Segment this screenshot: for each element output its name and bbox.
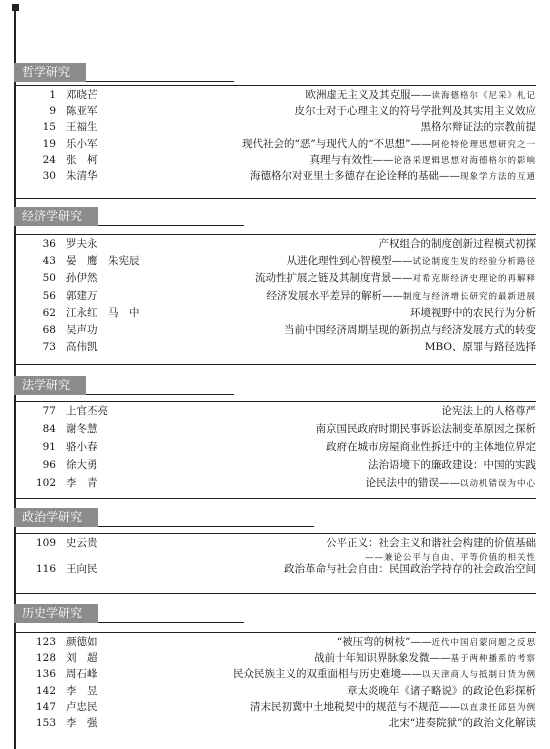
author-name: 罗夫永 — [66, 238, 98, 250]
author-name: 邓晓芒 — [66, 89, 98, 101]
article-title[interactable] — [284, 323, 536, 338]
article-title[interactable] — [442, 404, 537, 419]
list-top-rule — [14, 632, 536, 633]
section-heading-rule — [98, 526, 314, 527]
article-title-main: 北宋“进奏院狱”的政治文化解读 — [388, 717, 536, 729]
article-title[interactable] — [337, 635, 536, 651]
section-heading: 经济学研究 — [14, 207, 98, 226]
toc-entry[interactable] — [14, 562, 536, 577]
toc-entry[interactable] — [14, 323, 536, 338]
article-subtitle: 阿伦特伦理思想研究之一 — [431, 139, 536, 150]
article-title-main: 清末民初冀中土地税契中的规范与不规范—— — [249, 700, 460, 713]
toc-entry[interactable] — [14, 306, 536, 321]
article-title[interactable] — [286, 254, 536, 270]
page-number: 1 — [49, 89, 56, 101]
author-name: 高伟凯 — [66, 341, 98, 354]
list-top-rule — [14, 234, 536, 235]
article-title-main: 法治语境下的廉政建设：中国的实践 — [368, 459, 536, 471]
article-title-main: 论宪法上的人格尊严 — [441, 405, 536, 417]
section-heading-rule — [86, 394, 234, 395]
article-title[interactable] — [326, 536, 536, 551]
article-subtitle: 试论制度生发的经验分析路径 — [412, 257, 536, 268]
article-title[interactable] — [425, 340, 536, 355]
article-title[interactable] — [365, 476, 536, 492]
article-subtitle: 以动机错误为中心 — [459, 479, 536, 489]
toc-entry[interactable] — [14, 340, 536, 355]
article-title-main: MBO、原罪与路径选择 — [424, 341, 536, 354]
article-title-main: 当前中国经济周期呈现的新拐点与经济发展方式的转变 — [284, 324, 536, 336]
article-title-main: 海德格尔对亚里士多德存在论诠释的基础—— — [249, 170, 460, 182]
article-title[interactable] — [284, 562, 536, 577]
author-name: 张 柯 — [66, 153, 98, 166]
article-title[interactable] — [250, 700, 536, 716]
page-number: 15 — [42, 121, 56, 134]
toc-entry[interactable] — [14, 422, 536, 437]
page-number: 19 — [42, 137, 56, 150]
article-subtitle: 对希克斯经济史理论的再解释 — [412, 274, 536, 285]
page-number: 142 — [35, 684, 56, 697]
article-title-main: 民众民族主义的双重面相与历史难境—— — [232, 668, 422, 681]
list-top-rule — [14, 85, 536, 86]
author-name: 朱清华 — [66, 170, 98, 182]
author-name: 上官丕亮 — [66, 405, 108, 417]
article-title[interactable] — [368, 458, 536, 473]
toc-entry[interactable] — [14, 667, 536, 682]
article-subtitle: 近代中国启蒙问题之反思 — [431, 638, 536, 648]
article-title[interactable] — [326, 440, 536, 455]
toc-entry[interactable] — [14, 137, 536, 152]
page-number: 136 — [35, 668, 56, 681]
page-number: 123 — [35, 636, 56, 648]
author-name: 李 强 — [66, 717, 98, 729]
article-title[interactable] — [410, 306, 536, 321]
page-number: 147 — [35, 700, 56, 713]
article-title-main: 经济发展水平差异的解析—— — [266, 289, 403, 302]
toc-entry[interactable] — [14, 88, 536, 103]
toc-entry[interactable] — [14, 684, 536, 699]
author-name: 江永红 马 中 — [66, 306, 140, 319]
author-name: 王向民 — [66, 563, 98, 575]
article-subtitle: 读海德格尔《尼采》札记 — [431, 91, 536, 101]
toc-entry[interactable] — [14, 635, 536, 650]
author-name: 吴声功 — [66, 324, 98, 336]
author-name: 郭建万 — [66, 289, 98, 302]
page-number: 36 — [42, 238, 56, 250]
page-number: 68 — [42, 324, 56, 336]
article-title-main: 政治革命与社会自由：民国政治学持存的社会政治空间 — [284, 563, 536, 575]
article-title-main: 环境视野中的农民行为分析 — [410, 306, 536, 319]
article-title-main: 黑格尔辩证法的宗教前提 — [420, 121, 536, 134]
page-number: 128 — [35, 652, 56, 665]
article-subtitle: 论洛采逻辑思想对海德格尔的影响 — [393, 155, 536, 166]
page-number: 9 — [49, 105, 56, 118]
section-heading: 哲学研究 — [14, 63, 86, 82]
article-title[interactable] — [316, 422, 537, 437]
toc-entry[interactable] — [14, 404, 536, 419]
toc-entry[interactable] — [14, 700, 536, 715]
section-heading: 政治学研究 — [14, 508, 98, 527]
page-number: 62 — [42, 306, 56, 319]
page-number: 24 — [42, 153, 56, 166]
page-number: 102 — [35, 477, 56, 489]
toc-entry[interactable] — [14, 104, 536, 119]
author-name: 李 青 — [66, 477, 98, 489]
author-name: 刘 超 — [66, 652, 98, 665]
author-name: 乐小军 — [66, 137, 98, 150]
page-number: 96 — [42, 459, 56, 471]
page-number: 73 — [42, 341, 56, 354]
toc-entry[interactable] — [14, 169, 536, 184]
article-title-main: 公平正义：社会主义和谐社会构建的价值基础 — [326, 537, 536, 549]
author-name: 王福生 — [66, 121, 98, 134]
toc-entry[interactable] — [14, 271, 536, 286]
article-title[interactable] — [250, 169, 536, 185]
article-title-main: 南京国民政府时期民事诉讼法制变革原因之探析 — [315, 423, 536, 435]
toc-entry[interactable] — [14, 237, 536, 252]
article-title-main: 战前十年知识界脉象发微—— — [313, 652, 451, 665]
list-bottom-rule — [14, 593, 536, 594]
article-title[interactable] — [309, 153, 536, 169]
article-subtitle: 以直隶任邱县为例 — [459, 702, 536, 713]
author-name: 卢忠民 — [66, 700, 98, 713]
article-title[interactable] — [379, 237, 537, 252]
author-name: 颜德如 — [66, 636, 98, 648]
list-bottom-rule — [14, 198, 536, 199]
section-heading-rule — [98, 225, 244, 226]
article-title-main: 从进化理性到心智模型—— — [286, 255, 413, 268]
author-name: 谢冬慧 — [66, 423, 98, 435]
author-name: 徐大勇 — [66, 459, 98, 471]
page-number: 109 — [35, 537, 56, 549]
article-title-main: 真理与有效性—— — [309, 153, 394, 166]
article-title-main: 政府在城市房屋商业性拆迁中的主体地位界定 — [326, 441, 536, 453]
author-name: 晏 鹰 朱宪辰 — [66, 255, 140, 268]
list-top-rule — [14, 401, 536, 402]
toc-entry[interactable] — [14, 289, 536, 304]
list-bottom-rule — [14, 364, 536, 365]
section-heading: 法学研究 — [14, 376, 86, 395]
page-number: 116 — [35, 563, 56, 575]
toc-entry[interactable] — [14, 440, 536, 455]
article-title-main: 欧洲虚无主义及其克服—— — [305, 89, 432, 101]
article-subtitle: 现象学方法的互通 — [459, 172, 536, 182]
author-name: 孙伊然 — [66, 272, 98, 285]
article-title-main: 论民法中的错误—— — [365, 477, 460, 489]
toc-entry[interactable] — [14, 476, 536, 491]
article-title[interactable] — [421, 120, 537, 135]
page-number: 50 — [42, 272, 56, 285]
author-name: 骆小春 — [66, 441, 98, 453]
page-number: 77 — [42, 405, 56, 417]
article-title-main: 皮尔士对于心理主义的符号学批判及其实用主义效应 — [294, 105, 536, 118]
author-name: 陈亚军 — [66, 105, 98, 118]
page-number: 84 — [42, 423, 56, 435]
author-name: 史云贵 — [66, 537, 98, 549]
page-number: 30 — [42, 170, 56, 182]
page-number: 56 — [42, 289, 56, 302]
article-title-main: 流动性扩展之链及其制度背景—— — [254, 272, 413, 285]
article-title[interactable] — [295, 104, 537, 119]
toc-entry[interactable] — [14, 536, 536, 551]
article-title-main: 现代社会的“恶”与现代人的“不思想”—— — [242, 137, 432, 150]
article-subtitle: 以天津商人与抵制日货为例 — [421, 670, 536, 681]
toc-entry[interactable] — [14, 153, 536, 168]
toc-entry[interactable] — [14, 716, 536, 731]
article-subtitle: 基于两种播系的考察 — [450, 654, 536, 665]
article-title[interactable] — [347, 684, 536, 699]
article-title[interactable] — [233, 667, 536, 683]
article-title[interactable] — [255, 271, 536, 287]
page-number: 43 — [42, 255, 56, 268]
author-name: 李 昱 — [66, 684, 98, 697]
article-title-main: 产权组合的制度创新过程模式初探 — [378, 238, 536, 250]
section-heading-rule — [86, 81, 234, 82]
article-title[interactable] — [242, 137, 536, 153]
toc-entry[interactable] — [14, 120, 536, 135]
toc-entry[interactable] — [14, 458, 536, 473]
article-title-main: “被压弯的树枝”—— — [336, 636, 432, 648]
list-top-rule — [14, 533, 536, 534]
author-name: 周石峰 — [66, 668, 98, 681]
section-heading: 历史学研究 — [14, 604, 98, 623]
article-subtitle-continued: ——兼论公平与自由、平等价值的相关性 — [364, 553, 536, 563]
article-title[interactable] — [314, 651, 536, 667]
article-subtitle: 制度与经济增长研究的最新进展 — [402, 291, 536, 302]
article-title-main: 章太炎晚年《诸子略说》的政论色彩探析 — [347, 684, 536, 697]
article-title[interactable] — [389, 716, 536, 731]
page-number: 153 — [35, 717, 56, 729]
article-title[interactable] — [305, 88, 536, 104]
list-bottom-rule — [14, 498, 536, 499]
article-title[interactable] — [266, 289, 536, 305]
page-number: 91 — [42, 441, 56, 453]
section-heading-rule — [98, 622, 244, 623]
toc-entry[interactable] — [14, 651, 536, 666]
toc-entry[interactable] — [14, 254, 536, 269]
